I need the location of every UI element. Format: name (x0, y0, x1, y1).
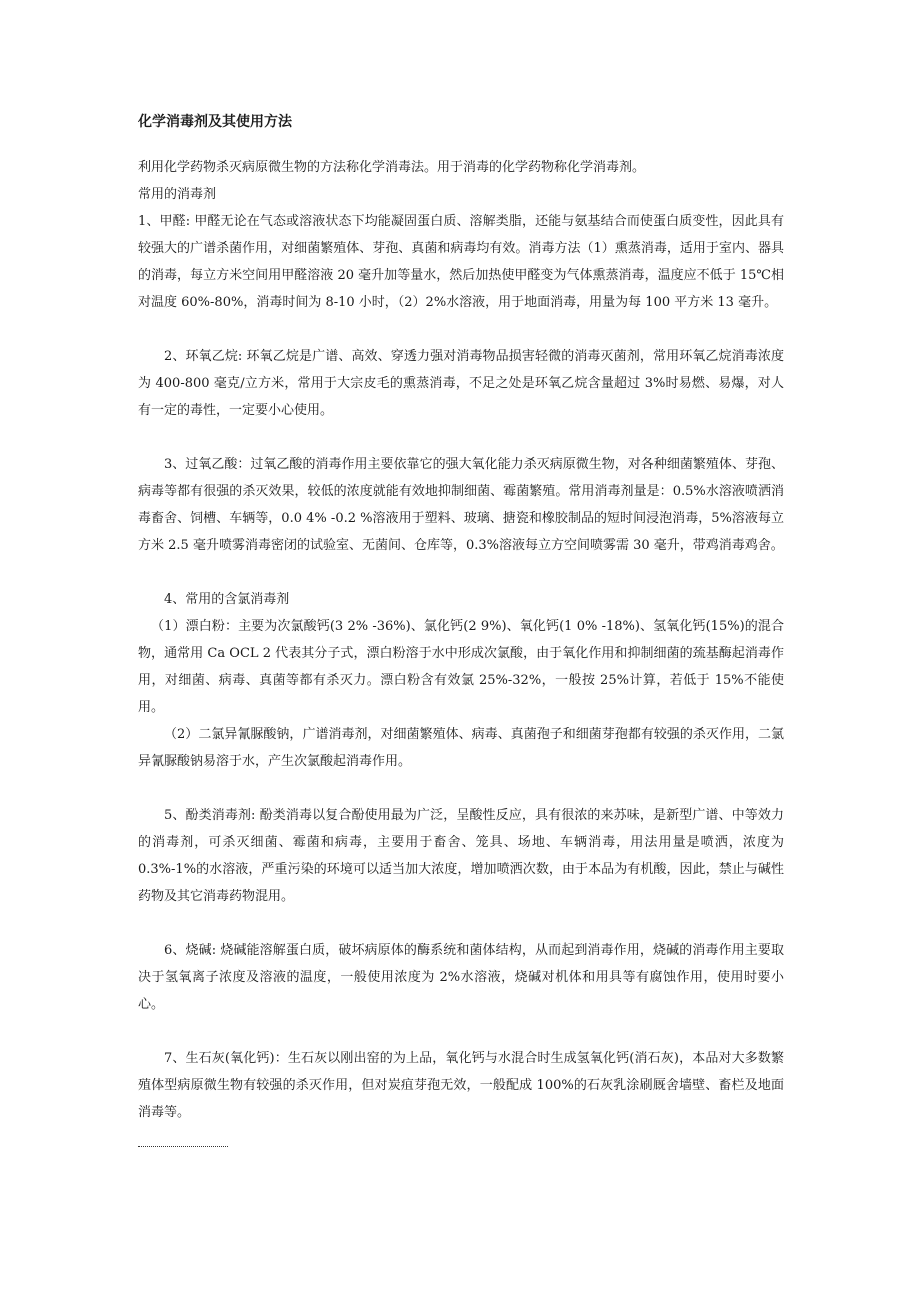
document-body (138, 110, 784, 1126)
document-title: 化学消毒剂及其使用方法 (138, 114, 292, 130)
intro-paragraph: 利用化学药物杀灭病原微生物的方法称化学消毒法。用于消毒的化学药物称化学消毒剂。 (138, 160, 646, 175)
item-quicklime: 7、生石灰(氧化钙)：生石灰以刚出窑的为上品，氧化钙与水混合时生成氢氧化钙(消石灰)，本品对大多数繁殖体型病原微生物有较强的杀灭作用，但对炭疽芽孢无效，一般配成 100%的石灰乳涂刷厩舍墙壁、畜栏及地面消毒等。 (138, 1051, 784, 1120)
spacer (138, 775, 784, 802)
spacer (138, 316, 784, 343)
item-phenols: 5、酚类消毒剂: 酚类消毒以复合酚使用最为广泛，呈酸性反应，具有很浓的来苏味，是新型广谱、中等效力的消毒剂，可杀灭细菌、霉菌和病毒，主要用于畜舍、笼具、场地、车辆消毒，用法用量是喷洒，浓度为 0.3%-1%的水溶液，严重污染的环境可以适当加大浓度，增加喷洒次数，由于本品为有机酸，因此，禁止与碱性药物及其它消毒药物混用。 (138, 808, 784, 904)
item-formaldehyde: 1、甲醛: 甲醛无论在气态或溶液状态下均能凝固蛋白质、溶解类脂，还能与氨基结合而使蛋白质变性，因此具有较强大的广谱杀菌作用，对细菌繁殖体、芽孢、真菌和病毒均有效。消毒方法（1）熏蒸消毒，适用于室内、器具的消毒，每立方米空间用甲醛溶液 20 毫升加等量水，然后加热使甲醛变为气体熏蒸消毒，温度应不低于 15℃相对温度 60%-80%，消毒时间为 8-10 小时，（2）2%水溶液，用于地面消毒，用量为每 100 平方米 13 毫升。 (138, 214, 784, 310)
item-chlorine-heading: 4、常用的含氯消毒剂 (164, 592, 290, 607)
spacer (138, 1018, 784, 1045)
spacer (138, 910, 784, 937)
item-caustic-soda: 6、烧碱: 烧碱能溶解蛋白质，破坏病原体的酶系统和菌体结构，从而起到消毒作用，烧碱的消毒作用主要取决于氢氧离子浓度及溶液的温度，一般使用浓度为 2%水溶液，烧碱对机体和用具等有腐蚀作用，使用时要小心。 (138, 943, 784, 1012)
item-ethylene-oxide: 2、环氧乙烷: 环氧乙烷是广谱、高效、穿透力强对消毒物品损害轻微的消毒灭菌剂，常用环氧乙烷消毒浓度为 400-800 毫克/立方米，常用于大宗皮毛的熏蒸消毒，不足之处是环氧乙烷含量超过 3%时易燃、易爆，对人有一定的毒性，一定要小心使用。 (138, 349, 784, 418)
spacer (138, 424, 784, 451)
item-bleaching-powder: （1）漂白粉：主要为次氯酸钙(3 2% -36%)、氯化钙(2 9%)、氧化钙(1 0% -18%)、氢氧化钙(15%)的混合物，通常用 Ca OCL 2 代表其分子式，漂白粉溶于水中形成次氯酸，由于氧化作用和抑制细菌的巯基酶起消毒作用，对细菌、病毒、真菌等都有杀灭力。漂白粉含有效氯 25%-32%，一般按 25%计算，若低于 15%不能使用。 (138, 619, 784, 715)
section-heading: 常用的消毒剂 (138, 187, 217, 202)
item-peracetic-acid: 3、过氧乙酸：过氧乙酸的消毒作用主要依靠它的强大氧化能力杀灭病原微生物，对各种细菌繁殖体、芽孢、病毒等都有很强的杀灭效果，较低的浓度就能有效地抑制细菌、霉菌繁殖。常用消毒剂量是：0.5%水溶液喷洒消毒畜舍、饲槽、车辆等，0.0 4% -0.2 %溶液用于塑料、玻璃、搪瓷和橡胶制品的短时间浸泡消毒，5%溶液每立方米 2.5 毫升喷雾消毒密闭的试验室、无菌间、仓库等，0.3%溶液每立方空间喷雾需 30 毫升，带鸡消毒鸡舍。 (138, 457, 784, 553)
item-dichloroisocyanurate: （2）二氯异氰脲酸钠，广谱消毒剂，对细菌繁殖体、病毒、真菌孢子和细菌芽孢都有较强的杀灭作用，二氯异氰脲酸钠易溶于水，产生次氯酸起消毒作用。 (138, 727, 784, 769)
spacer (138, 559, 784, 586)
footnote-divider (138, 1146, 228, 1147)
